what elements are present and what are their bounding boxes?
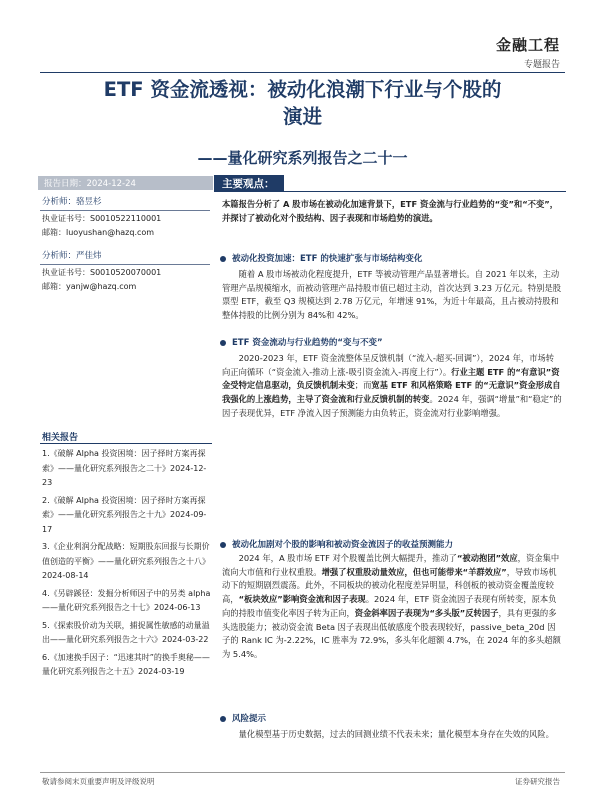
analyst-1-email-row — [42, 226, 154, 240]
paragraph-emphasis: “被动抱团”效应 — [456, 553, 518, 563]
section-title — [220, 712, 266, 724]
section-paragraph: 量化模型基于历史数据，过去的回测业绩不代表未来；量化模型本身存在失效的风险。 — [238, 729, 554, 739]
related-reports-title: 相关报告 — [42, 433, 79, 443]
bullet-icon — [220, 340, 226, 346]
section-paragraph — [222, 352, 562, 421]
analyst-1-license-row — [42, 212, 161, 226]
analyst-role-label: 分析师： — [42, 251, 77, 261]
document-type: 专题报告 — [523, 60, 560, 70]
email-address[interactable]: yanjw@hazq.com — [66, 282, 137, 291]
report-title-line-1: ETF 资金流透视：被动化浪潮下行业与个股的 — [103, 78, 502, 101]
related-report-item[interactable]: 3.《企业利润分配战略：短期股东回报与长期价值创造的平衡》——量化研究系列报告之十八》2024-08-14 — [42, 542, 210, 580]
paragraph-emphasis: “板块效应”影响资金流和因子表现 — [238, 594, 366, 605]
license-number: S0010522110001 — [90, 214, 162, 223]
paragraph-text: ；而 — [354, 380, 372, 391]
paragraph-text: ，导致市场机动下的短期剧烈震荡。此外，不同板块的被动化程度差异明显，科创板的被动资金覆盖度较高， — [222, 566, 557, 605]
analyst-1-divider — [40, 210, 210, 211]
paragraph-text: 2020-2023 年，ETF 资金流整体呈反馈机制（“流入-超买-回调”），2024 年，市场转向正向循环（“资金流入-推动上涨-吸引资金流入-再度上行”）。 — [222, 353, 555, 377]
footer-disclaimer: 敬请参阅末页重要声明及评级说明 — [42, 777, 155, 786]
section-title-text: ETF 资金流动与行业趋势的“变与不变” — [232, 338, 383, 348]
footer-divider — [40, 772, 565, 773]
report-subtitle: ——量化研究系列报告之二十一 — [197, 149, 408, 167]
section-title — [220, 336, 383, 348]
section-title — [220, 538, 453, 550]
paragraph-emphasis: 行业主题 ETF 的“有意识”资金受特定信息驱动，负反馈机制未变 — [222, 366, 560, 391]
related-reports-list — [42, 447, 212, 683]
analyst-2-email-row — [42, 280, 136, 294]
license-number: S0010520070001 — [90, 268, 162, 277]
bullet-icon — [220, 256, 226, 262]
paragraph-text: 。2024 年，强调“增量”和“稳定”的因子表现优异，ETF 净流入因子预测能力由负转正，资金流对行业影响增强。 — [222, 394, 562, 418]
email-address[interactable]: luoyushan@hazq.com — [66, 228, 155, 237]
section-paragraph: 随着 A 股市场被动化程度提升，ETF 等被动管理产品显著增长。自 2021 年以来，主动管理产品规模缩水，而被动管理产品持股市值已超过主动，首次达到 3.23 万亿元。特别是股票型 ETF，截至 Q3 规模达到 2.78 万亿元，年增速 91%，为近十年最高，且占被动持股和整体持股的比例分别为 84%和 42%。 — [222, 269, 562, 321]
related-report-item[interactable]: 4.《另辟蹊径：发掘分析师因子中的另类 alpha——量化研究系列报告之十七》2024-06-13 — [42, 588, 211, 612]
analyst-name: 骆昱杉 — [76, 197, 102, 207]
bullet-icon — [220, 542, 226, 548]
main-points-label: 主要观点： — [222, 178, 275, 190]
analyst-2-name-row — [42, 249, 102, 263]
section-title-text: 风险提示 — [232, 714, 267, 724]
footer-report-type: 证券研究报告 — [515, 777, 560, 786]
email-label: 邮箱： — [42, 228, 66, 237]
paragraph-text: ，具有更强的多头选股能力；被动资金流 Beta 因子表现出低敏感度个股表现较好，passive_beta_20d 因子的 Rank IC 为-2.22%，IC 胜率为 72.9%，多头年化超额 4.7%，在 2024 年的多头超额为 5.4%。 — [222, 607, 561, 659]
paragraph-emphasis: 宽基 ETF 和风格策略 ETF 的“无意识”资金形成自我强化的上涨趋势，主导了资金流和行业反馈机制的转变 — [222, 380, 561, 405]
analyst-2-divider — [40, 264, 210, 265]
related-report-item[interactable]: 2.《破解 Alpha 投资困境：因子择时方案再探索》——量化研究系列报告之十九》2024-09-17 — [42, 495, 207, 534]
paragraph-emphasis: 增强了权重股动量效应，但也可能带来“羊群效应” — [321, 566, 507, 577]
related-report-item[interactable]: 5.《探索股价动为关联，捕捉属性敏感的动量溢出——量化研究系列报告之十六》2024-03-22 — [42, 620, 210, 644]
report-date — [44, 177, 136, 189]
related-report-item[interactable]: 6.《加速换手因子：“迅速其时”的换手奥秘——量化研究系列报告之十五》2024-03-19 — [42, 652, 210, 676]
paragraph-text: 2024 年，A 股市场 ETF 对个股覆盖比例大幅提升，推动了 — [238, 553, 457, 563]
report-date-value: 2024-12-24 — [86, 179, 136, 189]
header-divider — [40, 72, 565, 73]
bullet-icon — [220, 716, 226, 722]
analyst-name: 严佳炜 — [76, 251, 102, 261]
analyst-1-name-row — [42, 195, 102, 209]
paragraph-emphasis: 资金斜率因子表现为“多头版”反转因子 — [354, 607, 499, 618]
brand-name: 金融工程 — [495, 36, 560, 54]
related-report-item[interactable]: 1.《破解 Alpha 投资困境：因子择时方案再探索》——量化研究系列报告之二十》2024-12-23 — [42, 449, 207, 487]
paragraph-text: ，资金集中流向大市值和行业权重股。 — [222, 553, 560, 577]
report-title-line-2: 演进 — [282, 105, 322, 128]
analyst-role-label: 分析师： — [42, 197, 77, 207]
license-label: 执业证书号： — [42, 268, 90, 277]
section-title-text: 被动化加剧对个股的影响和被动资金流因子的收益预测能力 — [232, 540, 454, 550]
report-date-label: 报告日期： — [44, 179, 87, 189]
related-reports-divider — [40, 443, 212, 444]
report-title — [40, 76, 565, 130]
section-title-text: 被动化投资加速：ETF 的快速扩张与市场结构变化 — [232, 254, 423, 264]
analyst-2-license-row — [42, 266, 161, 280]
report-summary: 本篇报告分析了 A 股市场在被动化加速背景下，ETF 资金流与行业趋势的“变”和“不变”，并探讨了被动化对个股结构、因子表现和市场趋势的演进。 — [222, 199, 558, 223]
license-label: 执业证书号： — [42, 214, 90, 223]
email-label: 邮箱： — [42, 282, 66, 291]
section-paragraph — [222, 552, 562, 662]
paragraph-text: 。2024 年，ETF 资金流因子表现有所转变，原本负向的持股市值变化率因子转为正向， — [222, 594, 557, 618]
section-title — [220, 252, 422, 264]
